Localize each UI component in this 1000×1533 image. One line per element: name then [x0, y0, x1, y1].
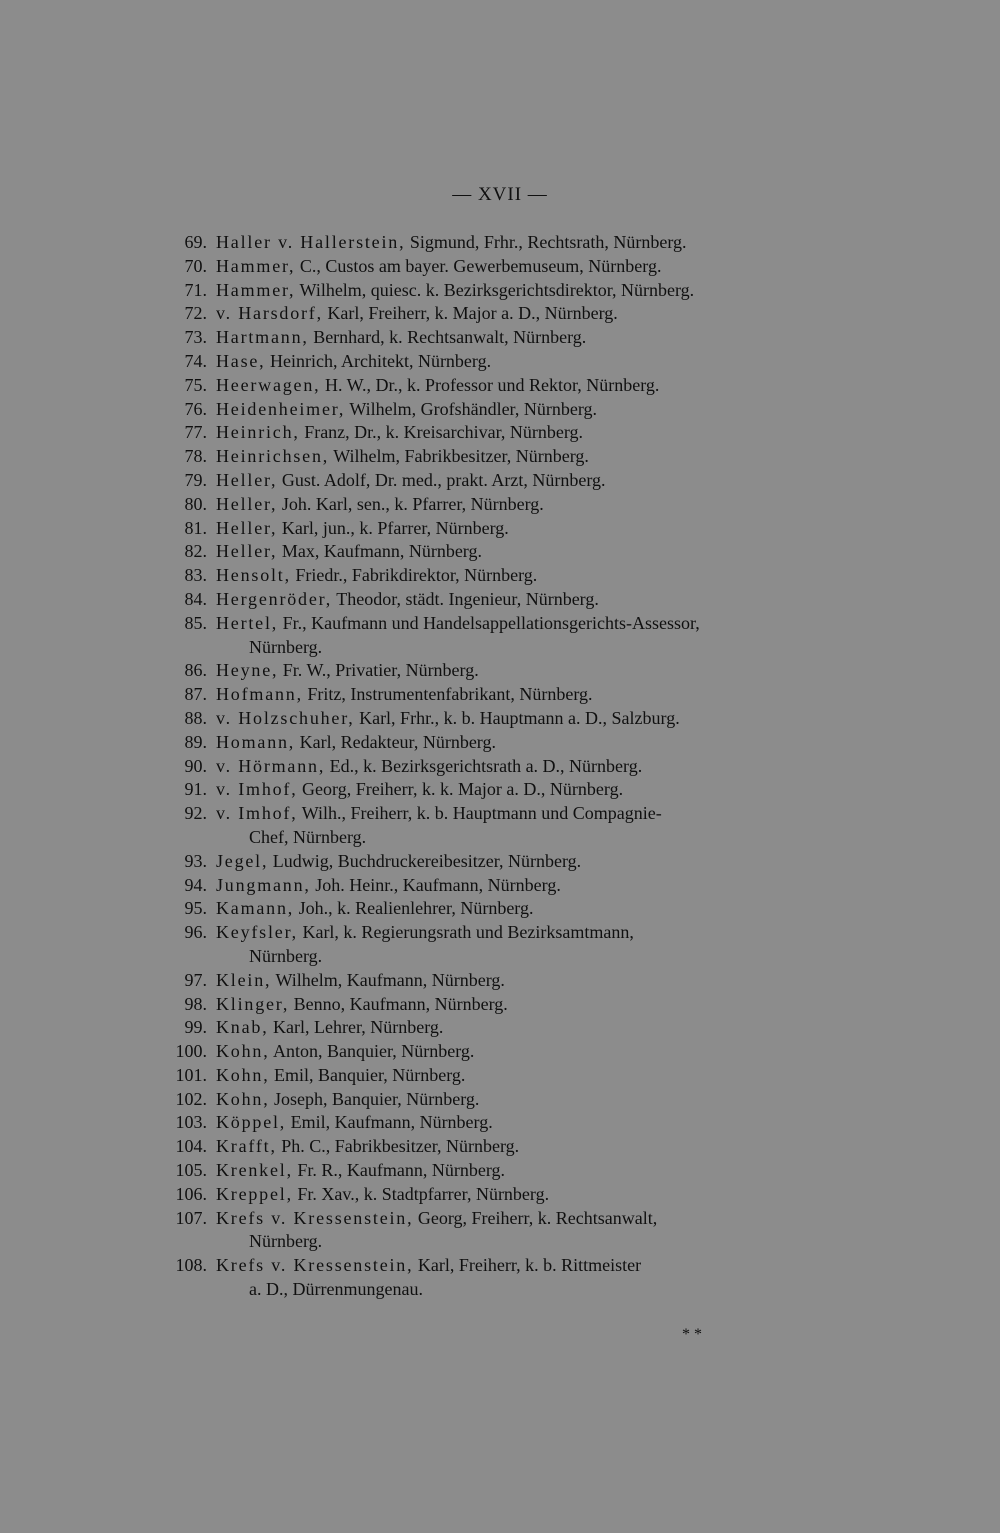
entry-line [216, 1016, 836, 1040]
entry-text [216, 612, 836, 660]
entry-text [216, 421, 836, 445]
entry-number: 99. [184, 1017, 207, 1038]
entry-name: Köppel, [216, 1112, 287, 1133]
entry-line [216, 231, 836, 255]
entry-name: Hergenröder, [216, 588, 333, 609]
entry-name: v. Hörmann, [216, 755, 326, 776]
entry-line [216, 469, 836, 493]
entry-text [216, 350, 836, 374]
list-item [0, 921, 1000, 969]
entry-name: Klein, [216, 969, 272, 990]
entry-details: Max, Kaufmann, Nürnberg. [281, 541, 482, 562]
entry-details: Benno, Kaufmann, Nürnberg. [293, 993, 508, 1014]
list-item [0, 755, 1000, 779]
entry-text [216, 921, 836, 969]
entry-name: Hammer, [216, 255, 296, 276]
entry-number: 72. [184, 303, 207, 324]
entry-details: Karl, Frhr., k. b. Hauptmann a. D., Salzburg. [359, 707, 680, 728]
entry-number: 77. [184, 422, 207, 443]
entry-line [216, 1111, 836, 1135]
entry-details: Nürnberg. [249, 945, 323, 966]
list-item [0, 683, 1000, 707]
entry-number: 79. [184, 469, 207, 490]
entry-details: H. W., Dr., k. Professor und Rektor, Nürnberg. [324, 374, 660, 395]
entry-name: Hertel, [216, 612, 279, 633]
entry-line [216, 279, 836, 303]
list-item [0, 778, 1000, 802]
entry-details: Heinrich, Architekt, Nürnberg. [269, 350, 492, 371]
entry-name: Hofmann, [216, 684, 303, 705]
entry-line [216, 1135, 836, 1159]
entry-text [216, 398, 836, 422]
entry-line [216, 921, 836, 945]
entry-line [216, 612, 836, 636]
entry-text [216, 1040, 836, 1064]
page-header: — XVII — [452, 184, 548, 205]
entry-number: 75. [184, 374, 207, 395]
entry-number: 96. [184, 922, 207, 943]
entry-number: 85. [184, 612, 207, 633]
entry-details: Fr. R., Kaufmann, Nürnberg. [297, 1160, 506, 1181]
entry-text [216, 802, 836, 850]
list-item [0, 612, 1000, 660]
entry-line [216, 302, 836, 326]
entry-details: Gust. Adolf, Dr. med., prakt. Arzt, Nürnberg. [281, 469, 606, 490]
entry-name: Hartmann, [216, 327, 309, 348]
entry-details: Emil, Banquier, Nürnberg. [274, 1064, 466, 1085]
entry-details: Joh. Heinr., Kaufmann, Nürnberg. [315, 874, 561, 895]
entry-text [216, 850, 836, 874]
entry-text [216, 517, 836, 541]
entry-text [216, 540, 836, 564]
list-item [0, 993, 1000, 1017]
entry-line [216, 802, 836, 826]
entry-details: Emil, Kaufmann, Nürnberg. [290, 1112, 493, 1133]
entry-number: 86. [184, 660, 207, 681]
member-list [0, 231, 1000, 1302]
entry-number: 73. [184, 327, 207, 348]
list-item [0, 564, 1000, 588]
entry-line [216, 659, 836, 683]
entry-number: 108. [175, 1255, 207, 1276]
entry-details: Karl, Redakteur, Nürnberg. [299, 731, 496, 752]
list-item [0, 1254, 1000, 1302]
entry-name: Kohn, [216, 1088, 270, 1109]
list-item [0, 1040, 1000, 1064]
entry-details: Franz, Dr., k. Kreisarchivar, Nürnberg. [304, 422, 584, 443]
entry-number: 87. [184, 684, 207, 705]
entry-number: 78. [184, 446, 207, 467]
entry-name: Heinrichsen, [216, 446, 330, 467]
entry-details: Sigmund, Frhr., Rechtsrath, Nürnberg. [409, 232, 687, 252]
entry-number: 98. [184, 993, 207, 1014]
entry-name: Haller v. Hallerstein, [216, 232, 406, 252]
list-item [0, 1207, 1000, 1255]
entry-details: Friedr., Fabrikdirektor, Nürnberg. [295, 565, 538, 586]
entry-continuation-line [216, 826, 836, 850]
entry-text [216, 1016, 836, 1040]
entry-line [216, 1088, 836, 1112]
entry-name: Heller, [216, 541, 278, 562]
entry-text [216, 326, 836, 350]
list-item [0, 255, 1000, 279]
entry-number: 84. [184, 588, 207, 609]
entry-details: Fritz, Instrumentenfabrikant, Nürnberg. [307, 684, 593, 705]
entry-number: 107. [175, 1207, 207, 1228]
entry-number: 81. [184, 517, 207, 538]
entry-line [216, 874, 836, 898]
entry-text [216, 1207, 836, 1255]
entry-line [216, 540, 836, 564]
entry-continuation-line [216, 1278, 836, 1302]
entry-line [216, 1207, 836, 1231]
entry-name: Knab, [216, 1017, 269, 1038]
entry-line [216, 969, 836, 993]
entry-text [216, 564, 836, 588]
entry-name: Kohn, [216, 1064, 270, 1085]
list-item [0, 445, 1000, 469]
entry-name: v. Harsdorf, [216, 303, 323, 324]
entry-number: 82. [184, 541, 207, 562]
entry-number: 71. [184, 279, 207, 300]
entry-number: 70. [184, 255, 207, 276]
list-item [0, 517, 1000, 541]
list-item [0, 1111, 1000, 1135]
list-item [0, 969, 1000, 993]
list-item [0, 874, 1000, 898]
entry-name: Heller, [216, 469, 278, 490]
entry-line [216, 1183, 836, 1207]
entry-details: Ludwig, Buchdruckereibesitzer, Nürnberg. [272, 850, 582, 871]
list-item [0, 1064, 1000, 1088]
entry-details: Karl, Freiherr, k. b. Rittmeister [417, 1255, 642, 1276]
entry-details: Nürnberg. [249, 636, 323, 657]
entry-details: Wilhelm, Fabrikbesitzer, Nürnberg. [333, 446, 589, 467]
entry-name: Heidenheimer, [216, 398, 346, 419]
entry-details: Wilhelm, Kaufmann, Nürnberg. [275, 969, 505, 990]
entry-number: 74. [184, 350, 207, 371]
entry-details: Georg, Freiherr, k. Rechtsanwalt, [417, 1207, 658, 1228]
entry-details: Fr., Kaufmann und Handelsappellationsgerichts-Assessor, [282, 612, 700, 633]
entry-name: Heller, [216, 517, 278, 538]
entry-number: 83. [184, 565, 207, 586]
entry-text [216, 755, 836, 779]
entry-number: 106. [175, 1183, 207, 1204]
entry-name: Heerwagen, [216, 374, 321, 395]
entry-details: Karl, Lehrer, Nürnberg. [273, 1017, 444, 1038]
entry-line [216, 255, 836, 279]
entry-name: Kreppel, [216, 1183, 293, 1204]
list-item [0, 421, 1000, 445]
entry-number: 80. [184, 493, 207, 514]
entry-text [216, 1088, 836, 1112]
entry-details: Wilhelm, quiesc. k. Bezirksgerichtsdirektor, Nürnberg. [299, 279, 695, 300]
entry-text [216, 231, 836, 255]
signature-mark: ** [682, 1326, 706, 1343]
entry-name: Keyfsler, [216, 922, 298, 943]
entry-number: 93. [184, 850, 207, 871]
entry-text [216, 1159, 836, 1183]
entry-continuation-line [216, 1230, 836, 1254]
entry-name: v. Imhof, [216, 779, 298, 800]
entry-number: 94. [184, 874, 207, 895]
list-item [0, 1016, 1000, 1040]
list-item [0, 1088, 1000, 1112]
entry-name: Krafft, [216, 1136, 277, 1157]
entry-number: 103. [175, 1112, 207, 1133]
entry-number: 76. [184, 398, 207, 419]
list-item [0, 802, 1000, 850]
entry-text [216, 255, 836, 279]
entry-details: Ed., k. Bezirksgerichtsrath a. D., Nürnberg. [329, 755, 643, 776]
entry-details: Joh. Karl, sen., k. Pfarrer, Nürnberg. [281, 493, 544, 514]
entry-line [216, 707, 836, 731]
entry-number: 100. [175, 1041, 207, 1062]
entry-text [216, 374, 836, 398]
list-item [0, 374, 1000, 398]
entry-text [216, 778, 836, 802]
entry-name: Heinrich, [216, 422, 300, 443]
entry-name: Heller, [216, 493, 278, 514]
entry-line [216, 398, 836, 422]
entry-line [216, 1064, 836, 1088]
entry-details: Fr. Xav., k. Stadtpfarrer, Nürnberg. [297, 1183, 550, 1204]
entry-number: 105. [175, 1160, 207, 1181]
list-item [0, 398, 1000, 422]
entry-number: 88. [184, 707, 207, 728]
entry-line [216, 374, 836, 398]
entry-details: Fr. W., Privatier, Nürnberg. [282, 660, 479, 681]
entry-text [216, 969, 836, 993]
entry-name: Klinger, [216, 993, 290, 1014]
entry-name: Homann, [216, 731, 296, 752]
list-item [0, 1135, 1000, 1159]
list-item [0, 659, 1000, 683]
entry-number: 91. [184, 779, 207, 800]
entry-details: Nürnberg. [249, 1231, 323, 1252]
entry-line [216, 755, 836, 779]
entry-text [216, 302, 836, 326]
entry-line [216, 564, 836, 588]
list-item [0, 588, 1000, 612]
entry-name: v. Holzschuher, [216, 707, 355, 728]
entry-line [216, 1254, 836, 1278]
entry-line [216, 778, 836, 802]
entry-details: Chef, Nürnberg. [249, 826, 367, 847]
entry-text [216, 659, 836, 683]
entry-text [216, 731, 836, 755]
entry-text [216, 493, 836, 517]
list-item [0, 326, 1000, 350]
entry-text [216, 1135, 836, 1159]
entry-number: 101. [175, 1064, 207, 1085]
entry-text [216, 469, 836, 493]
entry-details: Theodor, städt. Ingenieur, Nürnberg. [336, 588, 599, 609]
entry-number: 104. [175, 1136, 207, 1157]
entry-line [216, 850, 836, 874]
entry-text [216, 683, 836, 707]
entry-line [216, 897, 836, 921]
entry-line [216, 421, 836, 445]
entry-name: Krenkel, [216, 1160, 293, 1181]
list-item [0, 279, 1000, 303]
entry-number: 69. [184, 232, 207, 252]
entry-line [216, 493, 836, 517]
entry-name: Hase, [216, 350, 266, 371]
list-item [0, 493, 1000, 517]
entry-text [216, 993, 836, 1017]
entry-text [216, 1064, 836, 1088]
entry-number: 90. [184, 755, 207, 776]
entry-name: Krefs v. Kressenstein, [216, 1255, 414, 1276]
entry-line [216, 517, 836, 541]
entry-details: a. D., Dürrenmungenau. [249, 1279, 423, 1300]
entry-text [216, 1183, 836, 1207]
entry-continuation-line [216, 945, 836, 969]
entry-name: Hammer, [216, 279, 296, 300]
entry-line [216, 993, 836, 1017]
entry-name: Hensolt, [216, 565, 291, 586]
entry-name: v. Imhof, [216, 803, 298, 824]
entry-line [216, 326, 836, 350]
entry-details: Karl, jun., k. Pfarrer, Nürnberg. [281, 517, 509, 538]
entry-details: Joseph, Banquier, Nürnberg. [274, 1088, 480, 1109]
entry-line [216, 731, 836, 755]
list-item [0, 540, 1000, 564]
entry-name: Kamann, [216, 898, 295, 919]
entry-details: Karl, k. Regierungsrath und Bezirksamtmann, [302, 922, 634, 943]
entry-number: 92. [184, 803, 207, 824]
entry-line [216, 683, 836, 707]
entry-details: Joh., k. Realienlehrer, Nürnberg. [298, 898, 534, 919]
entry-number: 97. [184, 969, 207, 990]
entry-name: Heyne, [216, 660, 279, 681]
entry-text [216, 588, 836, 612]
entry-line [216, 350, 836, 374]
entry-continuation-line [216, 636, 836, 660]
list-item [0, 731, 1000, 755]
entry-line [216, 1040, 836, 1064]
entry-text [216, 897, 836, 921]
entry-details: C., Custos am bayer. Gewerbemuseum, Nürnberg. [299, 255, 662, 276]
entry-name: Krefs v. Kressenstein, [216, 1207, 414, 1228]
entry-details: Bernhard, k. Rechtsanwalt, Nürnberg. [313, 327, 587, 348]
list-item [0, 469, 1000, 493]
list-item [0, 1183, 1000, 1207]
entry-line [216, 588, 836, 612]
entry-text [216, 874, 836, 898]
entry-details: Wilh., Freiherr, k. b. Hauptmann und Compagnie- [301, 803, 662, 824]
list-item [0, 850, 1000, 874]
entry-number: 95. [184, 898, 207, 919]
entry-line [216, 445, 836, 469]
list-item [0, 707, 1000, 731]
entry-line [216, 1159, 836, 1183]
entry-name: Jungmann, [216, 874, 311, 895]
entry-text [216, 707, 836, 731]
entry-name: Kohn, [216, 1041, 270, 1062]
list-item [0, 231, 1000, 255]
entry-text [216, 1111, 836, 1135]
entry-name: Jegel, [216, 850, 269, 871]
entry-details: Georg, Freiherr, k. k. Major a. D., Nürnberg. [302, 779, 624, 800]
entry-details: Ph. C., Fabrikbesitzer, Nürnberg. [281, 1136, 520, 1157]
entry-number: 102. [175, 1088, 207, 1109]
entry-details: Karl, Freiherr, k. Major a. D., Nürnberg. [327, 303, 618, 324]
list-item [0, 302, 1000, 326]
entry-number: 89. [184, 731, 207, 752]
entry-text [216, 445, 836, 469]
list-item [0, 1159, 1000, 1183]
list-item [0, 350, 1000, 374]
entry-details: Wilhelm, Grofshändler, Nürnberg. [349, 398, 597, 419]
entry-details: Anton, Banquier, Nürnberg. [273, 1041, 475, 1062]
list-item [0, 897, 1000, 921]
entry-text [216, 1254, 836, 1302]
entry-text [216, 279, 836, 303]
